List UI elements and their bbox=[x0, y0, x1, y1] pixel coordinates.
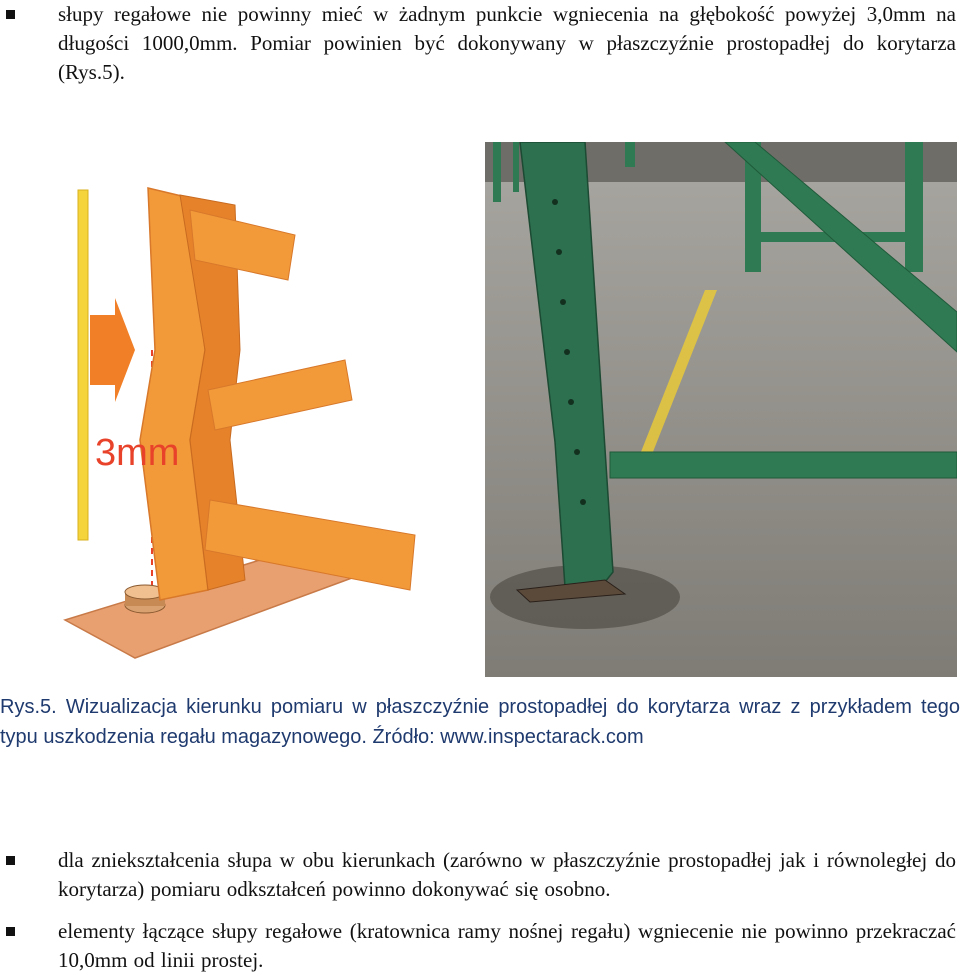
upright-hole bbox=[574, 449, 580, 455]
figure-caption-text: Wizualizacja kierunku pomiaru w płaszczyźnie prostopadłej do korytarza wraz z przykładem tego typu uszkodzenia regału magazynowego. Źródło: www.inspectarack.com bbox=[0, 696, 960, 748]
damaged-rack-photo-svg bbox=[485, 142, 957, 677]
damaged-rack-photo bbox=[485, 142, 957, 677]
bg-rack-post bbox=[905, 142, 923, 272]
force-arrow-icon bbox=[90, 298, 135, 402]
bullet-text: dla zniekształcenia słupa w obu kierunkach (zarówno w płaszczyźnie prostopadłej jak i równoległej do korytarza) pomiaru odkształceń powinno dokonywać się osobno. bbox=[58, 848, 956, 901]
square-bullet-icon bbox=[6, 927, 15, 936]
upright-hole bbox=[552, 199, 558, 205]
upright-hole bbox=[564, 349, 570, 355]
upright-hole bbox=[580, 499, 586, 505]
figure-caption bbox=[0, 692, 960, 752]
horizontal-brace bbox=[610, 452, 957, 478]
bg-rack-post bbox=[625, 142, 635, 167]
upright-hole bbox=[556, 249, 562, 255]
dent-depth-label: 3mm bbox=[95, 432, 180, 474]
bullet-text: słupy regałowe nie powinny mieć w żadnym punkcie wgniecenia na głębokość powyżej 3,0mm na długości 1000,0mm. Pomiar powinien być dokonywany w płaszczyźnie prostopadłej do korytarza (Rys.5). bbox=[58, 2, 956, 84]
square-bullet-icon bbox=[6, 10, 15, 19]
bg-rack-post bbox=[493, 142, 501, 202]
dent-diagram-svg bbox=[60, 180, 460, 660]
figure-caption-label: Rys.5. bbox=[0, 696, 57, 718]
upright-hole bbox=[568, 399, 574, 405]
dent-diagram bbox=[60, 180, 460, 660]
square-bullet-icon bbox=[6, 856, 15, 865]
bullet-text: elementy łączące słupy regałowe (kratownica ramy nośnej regału) wgniecenie nie powinno przekraczać 10,0mm od linii prostej. bbox=[58, 919, 956, 972]
upright-hole bbox=[560, 299, 566, 305]
bg-rack-post bbox=[513, 142, 519, 192]
straight-edge-marker bbox=[78, 190, 88, 540]
